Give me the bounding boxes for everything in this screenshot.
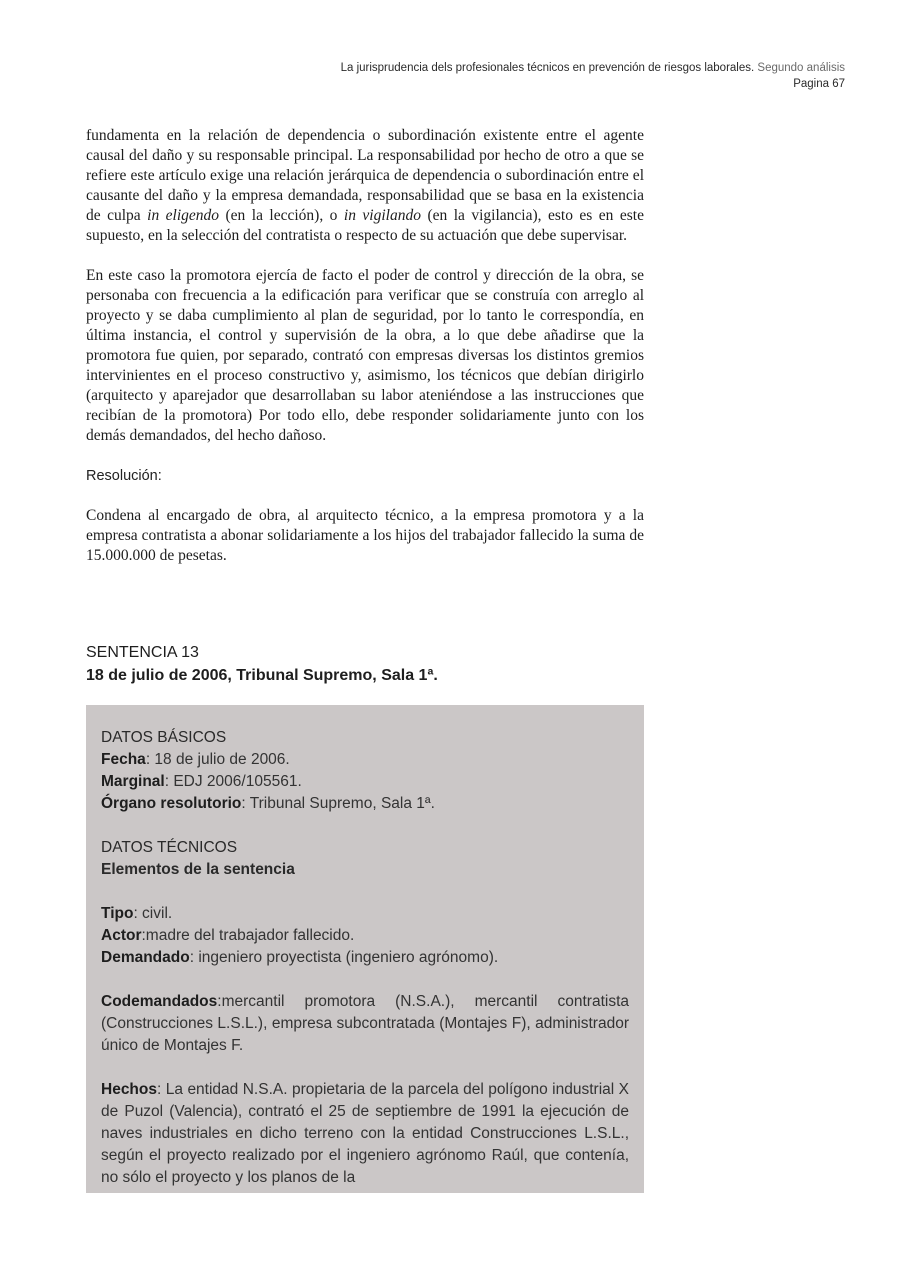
body-text [86, 126, 644, 566]
demandado-label: Demandado [101, 949, 190, 966]
actor-label: Actor [101, 927, 142, 944]
hechos-label: Hechos [101, 1081, 157, 1098]
demandado-row [101, 947, 629, 969]
sentencia-date: 18 de julio de 2006, Tribunal Supremo, Sala 1ª. [86, 667, 438, 684]
codemandados-label: Codemandados [101, 993, 218, 1010]
marginal-label: Marginal [101, 773, 165, 790]
fecha-row [101, 749, 629, 771]
paragraph-1-text: (en la vigilancia), esto es en este supuesto, en la selección del contratista o respecto de su actuación que debe supervisar. [86, 207, 644, 244]
spacer [101, 1057, 629, 1079]
paragraph-1-text: fundamenta en la relación de dependencia o subordinación existente entre el agente causal del daño y su responsable principal. La responsabilidad por hecho de otro a que se refiere este artículo exige una relación jerárquica de dependencia o subordinación entre el causante del daño y la empresa demandada, responsabilidad que se basa en la existencia de culpa [86, 127, 644, 224]
paragraph-1 [86, 126, 644, 246]
marginal-value: : EDJ 2006/105561. [164, 773, 302, 790]
paragraph-2: En este caso la promotora ejercía de facto el poder de control y dirección de la obra, se personaba con frecuencia a la edificación para verificar que se construía con arreglo al proyecto y se daba cumplimiento al plan de seguridad, por lo tanto le correspondía, en última instancia, el control y supervisión de la obra, a lo que debe añadirse que la promotora fue quien, por separado, contrató con empresas diversas los distintos gremios intervinientes en el proceso constructivo y, asimismo, los técnicos que debían dirigirlo (arquitecto y aparejador que desarrollaban su labor ateniéndose a las instrucciones que recibían de la promotora) Por todo ello, debe responder solidariamente junto con los demás demandados, del hecho dañoso. [86, 267, 644, 444]
hechos-row [101, 1079, 629, 1189]
latin-term-vigilando: in vigilando [343, 207, 421, 224]
fecha-value: : 18 de julio de 2006. [145, 751, 290, 768]
tipo-label: Tipo [101, 905, 134, 922]
organo-label: Órgano resolutorio [101, 795, 242, 812]
case-data-box [86, 705, 644, 1193]
actor-row [101, 925, 629, 947]
organo-value: : Tribunal Supremo, Sala 1ª. [241, 795, 435, 812]
marginal-row [101, 771, 629, 793]
organo-row [101, 793, 629, 815]
header-title-line [341, 60, 845, 76]
fecha-label: Fecha [101, 751, 146, 768]
codemandados-value: :mercantil promotora (N.S.A.), mercantil contratista (Construcciones L.S.L.), empresa subcontratada (Montajes F), administrador único de Montajes F. [101, 993, 629, 1054]
resolution-label: Resolución: [86, 468, 162, 484]
tipo-row [101, 903, 629, 925]
basic-data-heading: DATOS BÁSICOS [101, 729, 227, 746]
spacer [101, 881, 629, 903]
running-header [341, 60, 845, 92]
header-title: La jurisprudencia dels profesionales técnicos en prevención de riesgos laborales. [340, 62, 755, 74]
page-number: Pagina 67 [793, 78, 845, 90]
resolution-text: Condena al encargado de obra, al arquitecto técnico, a la empresa promotora y a la empresa contratista a abonar solidariamente a los hijos del trabajador fallecido la suma de 15.000.000 de pesetas. [86, 507, 644, 564]
technical-data-heading: DATOS TÉCNICOS [101, 839, 238, 856]
sentencia-heading [86, 641, 438, 687]
codemandados-row [101, 991, 629, 1057]
demandado-value: : ingeniero proyectista (ingeniero agrónomo). [189, 949, 499, 966]
latin-term-eligendo: in eligendo [147, 207, 220, 224]
spacer [101, 815, 629, 837]
paragraph-1-text: (en la lección), o [219, 207, 344, 224]
actor-value: :madre del trabajador fallecido. [141, 927, 355, 944]
spacer [101, 969, 629, 991]
header-subtitle: Segundo análisis [757, 62, 845, 74]
sentencia-number: SENTENCIA 13 [86, 644, 199, 661]
hechos-value: : La entidad N.S.A. propietaria de la parcela del polígono industrial X de Puzol (Valencia), contrató el 25 de septiembre de 1991 la ejecución de naves industriales en dicho terreno con la entidad Construcciones L.S.L., según el proyecto realizado por el ingeniero agrónomo Raúl, que contenía, no sólo el proyecto y los planos de la [101, 1081, 629, 1186]
technical-data-subheading: Elementos de la sentencia [101, 861, 295, 878]
tipo-value: : civil. [133, 905, 173, 922]
